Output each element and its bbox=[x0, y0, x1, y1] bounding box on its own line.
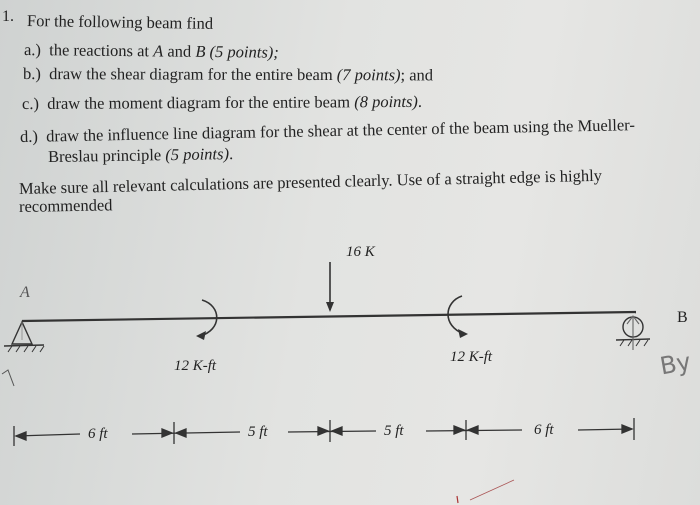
dimension-label-2: 5 ft bbox=[248, 424, 268, 440]
item-d-end: . bbox=[228, 144, 234, 164]
item-d-text: draw the influence line diagram for the shear at the center of the beam using the Mueller- bbox=[45, 115, 636, 146]
point-load-label: 16 K bbox=[346, 244, 375, 260]
item-c-end: . bbox=[417, 91, 423, 111]
handwritten-note: By bbox=[657, 347, 693, 381]
item-b-text: draw the shear diagram for the entire beam bbox=[49, 64, 337, 85]
item-a-var-a: A bbox=[153, 41, 164, 61]
roller-support-b bbox=[616, 316, 650, 350]
beam-line bbox=[22, 312, 636, 321]
support-b-label: B bbox=[677, 309, 688, 326]
item-a-and: and bbox=[163, 41, 196, 61]
item-d-marker: d.) bbox=[19, 126, 39, 146]
item-a-var-b: B bbox=[195, 41, 206, 61]
problem-number: 1. bbox=[2, 8, 14, 25]
moment-arc-right bbox=[448, 296, 468, 338]
instruction-note: Make sure all relevant calculations are presented clearly. Use of a straight edge is highly bbox=[18, 165, 603, 198]
item-a-text: the reactions at bbox=[49, 40, 154, 61]
item-b-marker: b.) bbox=[22, 64, 41, 84]
dimension-label-4: 6 ft bbox=[534, 422, 554, 438]
item-b-end: ; and bbox=[400, 65, 434, 85]
pin-support-a bbox=[4, 322, 44, 352]
item-c-points: (8 points) bbox=[354, 91, 418, 112]
moment-left-label: 12 K-ft bbox=[174, 358, 217, 374]
dimension-label-1: 6 ft bbox=[88, 426, 108, 442]
item-b-points: (7 points) bbox=[336, 65, 401, 85]
item-a-marker: a.) bbox=[23, 40, 42, 60]
item-d-text-2: Breslau principle bbox=[47, 145, 166, 166]
stray-mark bbox=[470, 480, 514, 500]
point-load-arrow bbox=[326, 262, 334, 312]
problem-intro: For the following beam find bbox=[26, 11, 214, 33]
handwritten-mark-a bbox=[2, 370, 14, 386]
moment-arc-left bbox=[196, 300, 217, 340]
item-a-points: (5 points); bbox=[205, 41, 279, 62]
instruction-note-2: recommended bbox=[18, 195, 113, 216]
support-a-label: A bbox=[20, 284, 30, 301]
item-c-text: draw the moment diagram for the entire beam bbox=[47, 92, 355, 113]
stray-mark-2 bbox=[457, 496, 458, 503]
item-c-marker: c.) bbox=[21, 93, 40, 113]
dimension-label-3: 5 ft bbox=[384, 423, 404, 439]
moment-right-label: 12 K-ft bbox=[450, 349, 493, 365]
item-d-points: (5 points) bbox=[165, 144, 230, 165]
